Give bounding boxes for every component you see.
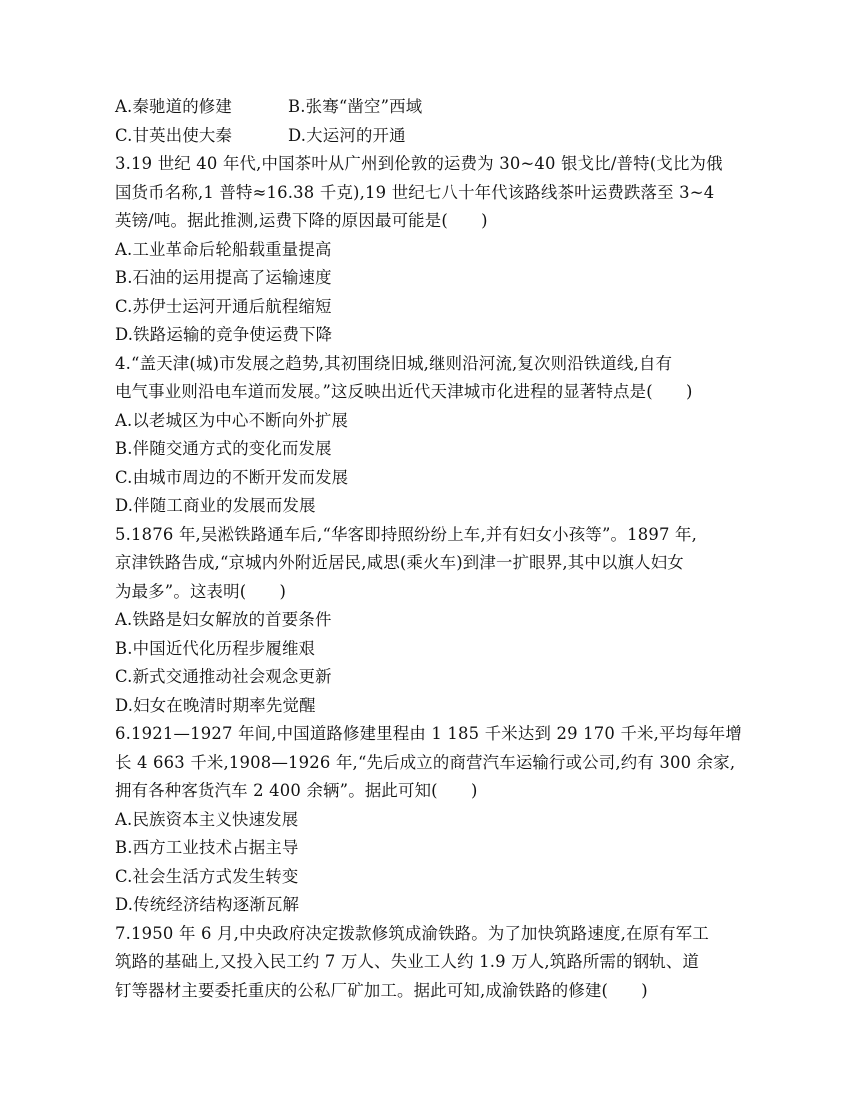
- q5-option-b: B.中国近代化历程步履维艰: [115, 638, 316, 658]
- q2-option-a: A.秦驰道的修建: [115, 97, 232, 116]
- q3-option-c: C.苏伊士运河开通后航程缩短: [115, 296, 332, 316]
- q4-option-a: A.以老城区为中心不断向外扩展: [115, 410, 349, 430]
- q6-stem-line: 拥有各种客货汽车 2 400 余辆”。据此可知( ): [115, 781, 478, 800]
- q6-stem-line: 6.1921—1927 年间,中国道路修建里程由 1 185 千米达到 29 170 千米,平均每年增: [115, 724, 742, 743]
- q6-option-b: B.西方工业技术占据主导: [115, 838, 299, 857]
- q5-option-d: D.妇女在晚清时期率先觉醒: [115, 695, 316, 715]
- q5-stem-line: 为最多”。这表明( ): [115, 581, 287, 601]
- q5-stem-line: 5.1876 年,吴淞铁路通车后,“华客即持照纷纷上车,并有妇女小孩等”。1897 年,: [115, 524, 698, 544]
- q4-option-d: D.伴随工商业的发展而发展: [115, 496, 316, 515]
- q5-stem-line: 京津铁路告成,“京城内外附近居民,咸思(乘火车)到津一扩眼界,其中以旗人妇女: [115, 553, 684, 572]
- q4-stem-line: 电气事业则沿电车道而发展。”这反映出近代天津城市化进程的显著特点是( ): [115, 382, 693, 401]
- q2-options-row-2: [115, 122, 755, 151]
- q3-stem-line: 英镑/吨。据此推测,运费下降的原因最可能是( ): [115, 211, 488, 230]
- q3-option-d: D.铁路运输的竞争使运费下降: [115, 325, 333, 344]
- q5-option-a: A.铁路是妇女解放的首要条件: [115, 610, 332, 629]
- q3-option-a: A.工业革命后轮船载重量提高: [115, 239, 332, 259]
- q2-options-row-1: [115, 93, 755, 122]
- q3-stem-line: 国货币名称,1 普特≈16.38 千克),19 世纪七八十年代该路线茶叶运费跌落至 3~4: [115, 182, 715, 202]
- q4-stem-line: 4.“盖天津(城)市发展之趋势,其初围绕旧城,继则沿河流,复次则沿铁道线,自有: [115, 353, 673, 373]
- q7-stem-line: 筑路的基础上,又投入民工约 7 万人、失业工人约 1.9 万人,筑路所需的钢轨、道: [115, 952, 700, 971]
- q2-option-c: C.甘英出使大秦: [115, 125, 233, 145]
- q6-option-a: A.民族资本主义快速发展: [115, 809, 299, 829]
- q4-option-b: B.伴随交通方式的变化而发展: [115, 439, 332, 458]
- q6-option-d: D.传统经济结构逐渐瓦解: [115, 895, 300, 914]
- q6-stem-line: 长 4 663 千米,1908—1926 年,“先后成立的商营汽车运输行或公司,约有 300 余家,: [115, 752, 736, 772]
- q3-option-b: B.石油的运用提高了运输速度: [115, 268, 332, 287]
- q7-stem-line: 7.1950 年 6 月,中央政府决定拨款修筑成渝铁路。为了加快筑路速度,在原有军工: [115, 923, 709, 943]
- q2-option-d: D.大运河的开通: [288, 125, 406, 145]
- q3-stem-line: 3.19 世纪 40 年代,中国茶叶从广州到伦敦的运费为 30~40 银戈比/普特(戈比为俄: [115, 154, 723, 173]
- exam-page: [115, 93, 755, 1005]
- q4-option-c: C.由城市周边的不断开发而发展: [115, 467, 349, 487]
- q6-option-c: C.社会生活方式发生转变: [115, 866, 299, 886]
- q2-option-b: B.张骞“凿空”西域: [288, 97, 423, 116]
- q5-option-c: C.新式交通推动社会观念更新: [115, 667, 332, 686]
- q7-stem-line: 钉等器材主要委托重庆的公私厂矿加工。据此可知,成渝铁路的修建( ): [115, 980, 648, 1000]
